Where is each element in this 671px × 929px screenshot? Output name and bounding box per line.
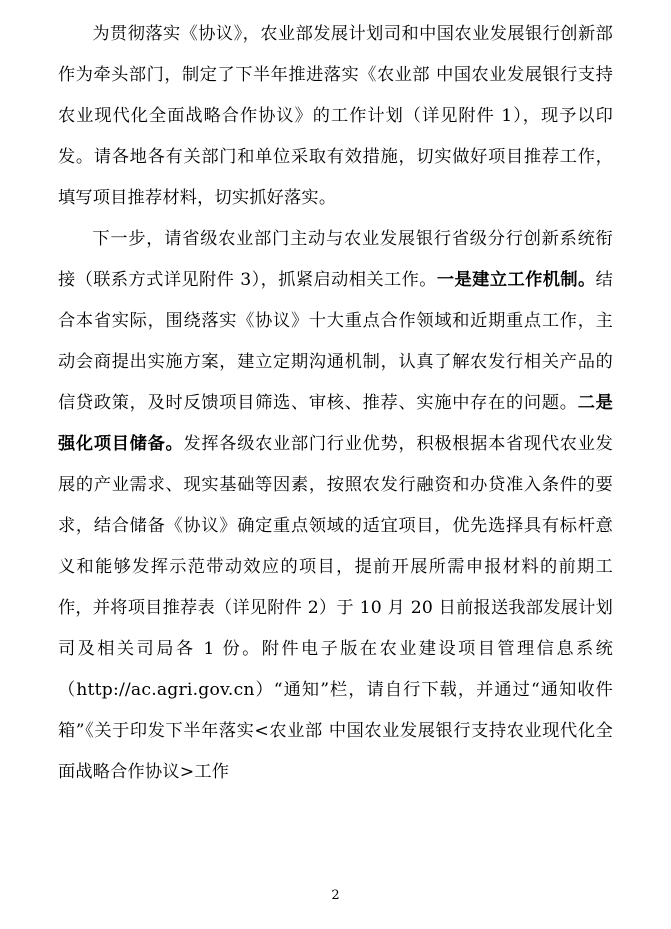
paragraph-2-run-2: 结合本省实际，围绕落实《协议》十大重点合作领域和近期重点工作，主动会商提出实施方案，建立定期沟通机制，认真了解农发行相关产品的信贷政策，及时反馈项目筛选、审核、推荐、实施中存在的问题。 (58, 270, 613, 413)
page-number: 2 (331, 888, 340, 903)
paragraph-1 (58, 14, 613, 219)
paragraph-1-run-1: 为贯彻落实《协议》，农业部发展计划司和中国农业发展银行创新部作为牵头部门，制定了下半年推进落实《农业部 中国农业发展银行支持农业现代化全面战略合作协议》的工作计划（详见附件 1），现予以印发。请各地各有关部门和单位采取有效措施，切实做好项目推荐工作，填写项目推荐材料，切实抓好落实。 (58, 24, 613, 208)
paragraph-2-heading-one: 一是建立工作机制。 (436, 270, 596, 290)
paragraph-2-run-3: 发挥各级农业部门行业优势，积极根据本省现代农业发展的产业需求、现实基础等因素，按照农发行融资和办贷准入条件的要求，结合储备《协议》确定重点领域的适宜项目，优先选择具有标杆意义和能够发挥示范带动效应的项目，提前开展所需申报材料的前期工作，并将项目推荐表（详见附件 2）于 10 月 20 日前报送我部发展计划司及相关司局各 1 份。附件电子版在农业建设项目管理信息系统（http://ac.agri.gov.cn）“通知”栏，请自行下载，并通过“通知收件箱”《关于印发下半年落实<农业部 中国农业发展银行支持农业现代化全面战略合作协议>工作 (58, 434, 613, 782)
paragraph-2-heading-two: 二是强化项目储备。 (58, 393, 613, 454)
document-body (58, 14, 613, 793)
paragraph-2-run-1: 下一步，请省级农业部门主动与农业发展银行省级分行创新系统衔接（联系方式详见附件 3），抓紧启动相关工作。 (58, 229, 613, 290)
paragraph-2 (58, 219, 613, 793)
